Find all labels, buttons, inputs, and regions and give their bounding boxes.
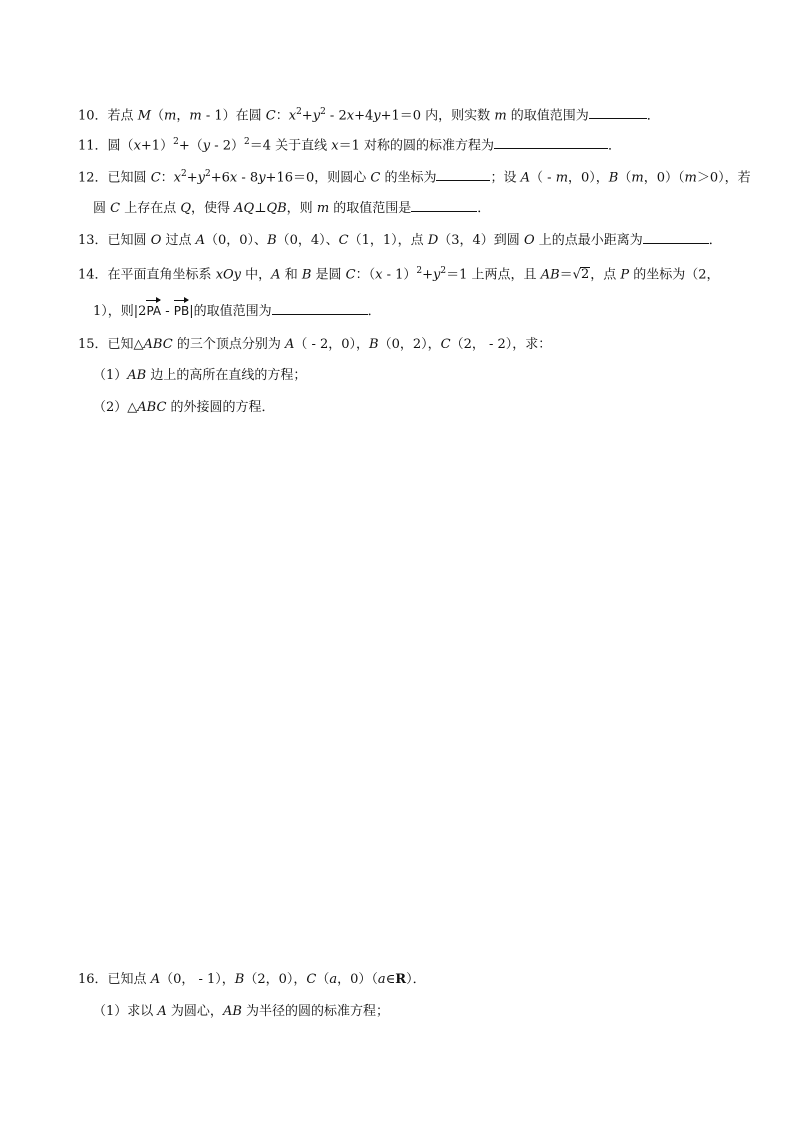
var-x: x [375, 267, 383, 283]
text: 已知点 [107, 972, 151, 987]
var-m: m [316, 201, 330, 216]
text: （0，4）、 [276, 233, 339, 248]
text: ． [367, 304, 381, 319]
text: 圆（ [107, 138, 134, 154]
var-a: a [377, 972, 386, 987]
question-15 [78, 336, 551, 354]
text: - 2 [325, 108, 347, 124]
var-y: y [433, 267, 441, 283]
question-11 [78, 133, 621, 155]
element-of-symbol: ∈ [385, 972, 396, 987]
text: ＝4 关于直线 [249, 138, 332, 154]
var-ABC: ABC [143, 337, 173, 352]
var-m: m [684, 170, 697, 186]
vector-PA: PA [146, 304, 162, 318]
text: ＝1 对称的圆的标准方程为 [338, 138, 495, 154]
var-ABC: ABC [137, 400, 167, 415]
text: （1）求以 [93, 1004, 158, 1019]
question-13 [78, 229, 722, 250]
var-m: m [555, 170, 569, 186]
exponent: 2 [440, 266, 447, 276]
text: 是圆 [311, 267, 346, 283]
var-AB: AB [127, 368, 147, 383]
var-A: A [271, 267, 281, 283]
text: ． [608, 138, 622, 154]
text: 的取值范围为 [506, 108, 589, 124]
text: 过点 [161, 233, 196, 248]
var-m: m [189, 108, 202, 124]
var-B: B [301, 267, 312, 283]
sqrt-radicand: 2 [580, 267, 590, 283]
var-B: B [608, 170, 619, 186]
text: （2）△ [93, 400, 138, 415]
q10-number: 10． [78, 108, 108, 124]
var-B: B [369, 337, 379, 352]
text: （ [316, 972, 330, 987]
exponent: 2 [244, 137, 250, 147]
exponent: 2 [320, 107, 326, 117]
text: （2，0）， [244, 972, 307, 987]
text: 为圆心， [166, 1004, 223, 1019]
var-C: C [150, 170, 161, 186]
text: 的坐标为 [380, 170, 437, 186]
question-14 [78, 262, 720, 284]
question-15-part-2 [93, 399, 275, 417]
answer-blank[interactable] [589, 104, 647, 119]
answer-blank[interactable] [494, 134, 608, 149]
q12-number: 12． [78, 170, 108, 186]
var-A: A [157, 1004, 167, 1019]
question-12 [78, 165, 751, 187]
text: ＞0），若 [696, 170, 751, 186]
text: ；设 [490, 170, 521, 186]
text: ）． [406, 972, 426, 987]
text: 若点 [107, 108, 138, 124]
var-y: y [258, 170, 266, 186]
question-10 [78, 103, 660, 125]
q13-number: 13． [78, 233, 108, 248]
var-B: B [234, 972, 245, 987]
text: （1） [93, 368, 128, 383]
text: - 1） [382, 267, 417, 283]
text: 的三个顶点分别为 [172, 337, 285, 352]
text: ，0）， [568, 170, 609, 186]
var-y: y [197, 170, 205, 186]
text: 上存在点 [120, 201, 181, 216]
text: 为半径的圆的标准方程； [241, 1004, 390, 1019]
q15-number: 15． [78, 337, 108, 352]
question-14-continued [93, 300, 381, 321]
text: （ [151, 108, 165, 124]
exponent: 2 [205, 169, 211, 179]
var-x: x [173, 170, 181, 186]
text: ， [176, 108, 190, 124]
var-C: C [370, 170, 381, 186]
q11-number: 11． [78, 138, 108, 154]
var-C: C [440, 337, 451, 352]
var-AB: AB [222, 1004, 242, 1019]
var-D: D [427, 233, 439, 248]
text: （3，4）到圆 [438, 233, 524, 248]
exponent: 2 [416, 266, 423, 276]
text: - 2） [210, 138, 245, 154]
text: （0， - 1）， [160, 972, 235, 987]
var-m: m [164, 108, 177, 124]
text: （1，1），点 [348, 233, 428, 248]
answer-blank[interactable] [643, 229, 709, 244]
var-QB: QB [266, 201, 287, 216]
text: 已知圆 [107, 170, 151, 186]
text: +6 [210, 170, 230, 186]
vector-PB: PB [173, 304, 190, 318]
set-R: R [395, 972, 407, 987]
text: ，点 [590, 267, 621, 283]
var-xOy: xOy [215, 267, 242, 283]
text: （0，0）、 [205, 233, 268, 248]
answer-blank[interactable] [272, 300, 368, 315]
text: ，0）（ [337, 972, 378, 987]
q16-number: 16． [78, 972, 108, 987]
text: ． [646, 108, 660, 124]
text: （ - [530, 170, 556, 186]
var-x: x [229, 170, 238, 186]
text: +（ [178, 138, 203, 154]
var-O: O [150, 233, 162, 248]
text: +1） [140, 138, 174, 154]
text: + [186, 170, 198, 186]
answer-blank[interactable] [436, 166, 490, 181]
text: |的取值范围为 [189, 304, 272, 319]
var-x: x [288, 108, 297, 124]
text: （0，2）， [378, 337, 441, 352]
question-16-part-1 [93, 1003, 389, 1021]
text: ． [708, 233, 722, 248]
text: +16＝0，则圆心 [265, 170, 371, 186]
var-A: A [520, 170, 531, 186]
question-15-part-1 [93, 367, 306, 385]
text: +4 [354, 108, 374, 124]
text: - 1）在圆 [201, 108, 266, 124]
var-AB: AB [540, 267, 560, 283]
question-16 [78, 971, 426, 989]
text: 的坐标为（2， [629, 267, 720, 283]
text: 圆 [93, 201, 111, 216]
sqrt-symbol: √ [572, 267, 581, 283]
text: 1），则|2 [93, 304, 147, 319]
var-B: B [267, 233, 277, 248]
text: ，使得 [191, 201, 235, 216]
text: ． [477, 201, 491, 216]
var-x: x [133, 138, 141, 154]
question-12-continued [93, 197, 490, 218]
text: - [161, 304, 174, 319]
text: +1＝0 内，则实数 [380, 108, 495, 124]
text: + [422, 267, 434, 283]
text: 边上的高所在直线的方程； [146, 368, 307, 383]
text: + [301, 108, 313, 124]
text: 中， [241, 267, 272, 283]
var-C: C [306, 972, 317, 987]
var-O: O [523, 233, 535, 248]
text: （ - 2，0）， [294, 337, 370, 352]
var-C: C [265, 108, 276, 124]
var-M: M [137, 108, 151, 124]
text: （2， - 2），求： [450, 337, 552, 352]
text: 已知圆 [107, 233, 151, 248]
var-A: A [284, 337, 295, 352]
exponent: 2 [296, 107, 302, 117]
text: 和 [280, 267, 302, 283]
var-P: P [620, 267, 630, 283]
var-AQ: AQ [234, 201, 255, 216]
var-y: y [373, 108, 381, 124]
text: 上的点最小距离为 [534, 233, 643, 248]
var-x: x [331, 138, 339, 154]
text: ： [275, 108, 289, 124]
perpendicular-symbol: ⊥ [254, 201, 267, 216]
text: ，0）（ [643, 170, 685, 186]
var-C: C [338, 233, 349, 248]
var-A: A [195, 233, 206, 248]
q14-number: 14． [78, 267, 108, 283]
var-y: y [312, 108, 321, 124]
var-C: C [110, 201, 121, 216]
text: （ [618, 170, 632, 186]
answer-blank[interactable] [411, 197, 477, 212]
var-y: y [202, 138, 211, 154]
text: ，则 [286, 201, 317, 216]
text: 的取值范围是 [329, 201, 412, 216]
text: ：（ [355, 267, 376, 283]
text: ： [160, 170, 174, 186]
var-C: C [345, 267, 356, 283]
text: 已知△ [107, 337, 144, 352]
var-m: m [631, 170, 644, 186]
text: ＝ [559, 267, 573, 283]
text: ＝1 上两点，且 [446, 267, 541, 283]
var-Q: Q [180, 201, 192, 216]
exponent: 2 [181, 169, 187, 179]
var-x: x [346, 108, 355, 124]
text: 在平面直角坐标系 [107, 267, 216, 283]
var-m: m [494, 108, 507, 124]
text: 的外接圆的方程． [166, 400, 275, 415]
var-a: a [329, 972, 338, 987]
exponent: 2 [173, 137, 179, 147]
text: - 8 [237, 170, 259, 186]
var-A: A [150, 972, 161, 987]
